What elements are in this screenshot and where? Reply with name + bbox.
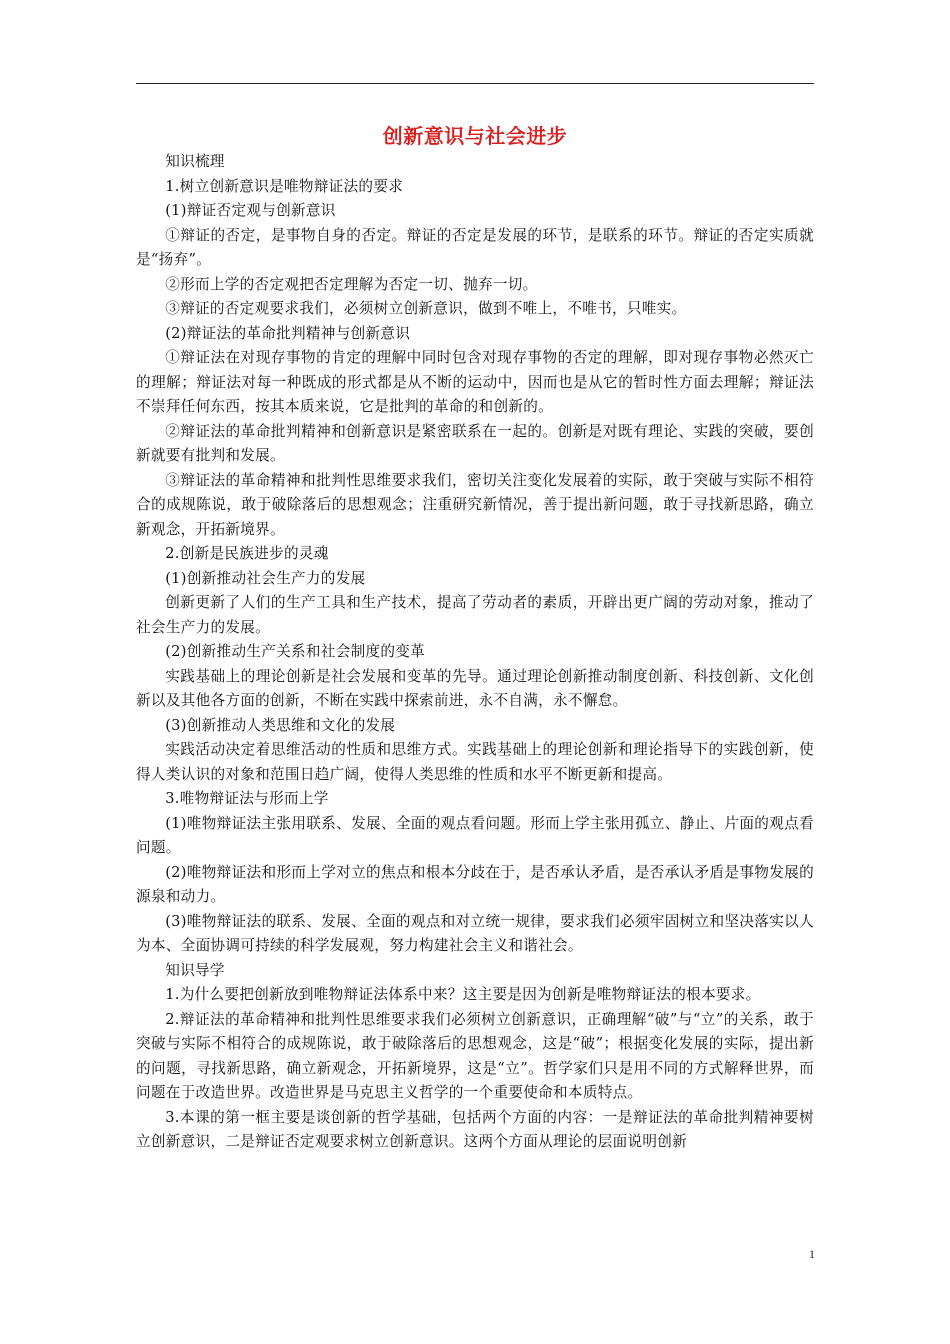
paragraph: ③辩证的否定观要求我们，必须树立创新意识，做到不唯上，不唯书，只唯实。 — [165, 300, 687, 317]
page-number: 1 — [809, 1247, 815, 1261]
paragraph: ①辩证的否定，是事物自身的否定。辩证的否定是发展的环节，是联系的环节。辩证的否定实质就是“扬弃”。 — [136, 226, 814, 268]
paragraph: 2.创新是民族进步的灵魂 — [165, 545, 329, 562]
paragraph: ②辩证法的革命批判精神和创新意识是紧密联系在一起的。创新是对既有理论、实践的突破，要创新就要有批判和发展。 — [136, 422, 814, 464]
paragraph: 2.辩证法的革命精神和批判性思维要求我们必须树立创新意识，正确理解“破”与“立”的关系，敢于突破与实际不相符合的成规陈说，敢于破除落后的思想观念，这是“破”；根据变化发展的实际，提出新的问题，寻找新思路，确立新观念，开拓新境界，这是“立”。哲学家们只是用不同的方式解释世界，而问题在于改造世界。改造世界是马克思主义哲学的一个重要使命和本质特点。 — [136, 1010, 814, 1101]
paragraph: (2)唯物辩证法和形而上学对立的焦点和根本分歧在于，是否承认矛盾，是否承认矛盾是事物发展的源泉和动力。 — [136, 863, 814, 905]
paragraph: (3)唯物辩证法的联系、发展、全面的观点和对立统一规律，要求我们必须牢固树立和坚决落实以人为本、全面协调可持续的科学发展观，努力构建社会主义和谐社会。 — [136, 912, 814, 954]
paragraph: 创新更新了人们的生产工具和生产技术，提高了劳动者的素质，开辟出更广阔的劳动对象，推动了社会生产力的发展。 — [136, 594, 814, 636]
paragraph: 1.为什么要把创新放到唯物辩证法体系中来？这主要是因为创新是唯物辩证法的根本要求。 — [165, 986, 761, 1003]
paragraph: (2)创新推动生产关系和社会制度的变革 — [165, 643, 426, 660]
paragraph: ③辩证法的革命精神和批判性思维要求我们，密切关注变化发展着的实际，敢于突破与实际不相符合的成规陈说，敢于破除落后的思想观念；注重研究新情况，善于提出新问题，敢于寻找新思路，确立新观念，开拓新境界。 — [136, 471, 814, 538]
paragraph: 3.唯物辩证法与形而上学 — [165, 790, 329, 807]
paragraph: 3.本课的第一框主要是谈创新的哲学基础，包括两个方面的内容：一是辩证法的革命批判精神要树立创新意识，二是辩证否定观要求树立创新意识。这两个方面从理论的层面说明创新 — [136, 1108, 814, 1150]
paragraph: (1)唯物辩证法主张用联系、发展、全面的观点看问题。形而上学主张用孤立、静止、片面的观点看问题。 — [136, 814, 814, 856]
paragraph: (3)创新推动人类思维和文化的发展 — [165, 716, 396, 734]
document-title: 创新意识与社会进步 — [382, 124, 568, 148]
paragraph: ②形而上学的否定观把否定理解为否定一切、抛弃一切。 — [165, 275, 538, 293]
paragraph: (1)创新推动社会生产力的发展 — [165, 569, 366, 587]
paragraph: 实践活动决定着思维活动的性质和思维方式。实践基础上的理论创新和理论指导下的实践创新，使得人类认识的对象和范围日趋广阔，使得人类思维的性质和水平不断更新和提高。 — [136, 741, 814, 783]
paragraph: ①辩证法在对现存事物的肯定的理解中同时包含对现存事物的否定的理解，即对现存事物必然灭亡的理解；辩证法对每一种既成的形式都是从不断的运动中，因而也是从它的暂时性方面去理解；辩证法不崇拜任何东西，按其本质来说，它是批判的革命的和创新的。 — [136, 349, 814, 415]
header-rule — [136, 83, 814, 84]
paragraph: 实践基础上的理论创新是社会发展和变革的先导。通过理论创新推动制度创新、科技创新、文化创新以及其他各方面的创新，不断在实践中探索前进，永不自满，永不懈怠。 — [136, 667, 814, 709]
section-heading: 知识导学 — [165, 961, 225, 979]
paragraph: (2)辩证法的革命批判精神与创新意识 — [165, 324, 411, 342]
section-heading: 知识梳理 — [165, 153, 225, 170]
document-body — [136, 150, 814, 1155]
paragraph: (1)辩证否定观与创新意识 — [165, 202, 336, 219]
paragraph: 1.树立创新意识是唯物辩证法的要求 — [165, 177, 404, 195]
